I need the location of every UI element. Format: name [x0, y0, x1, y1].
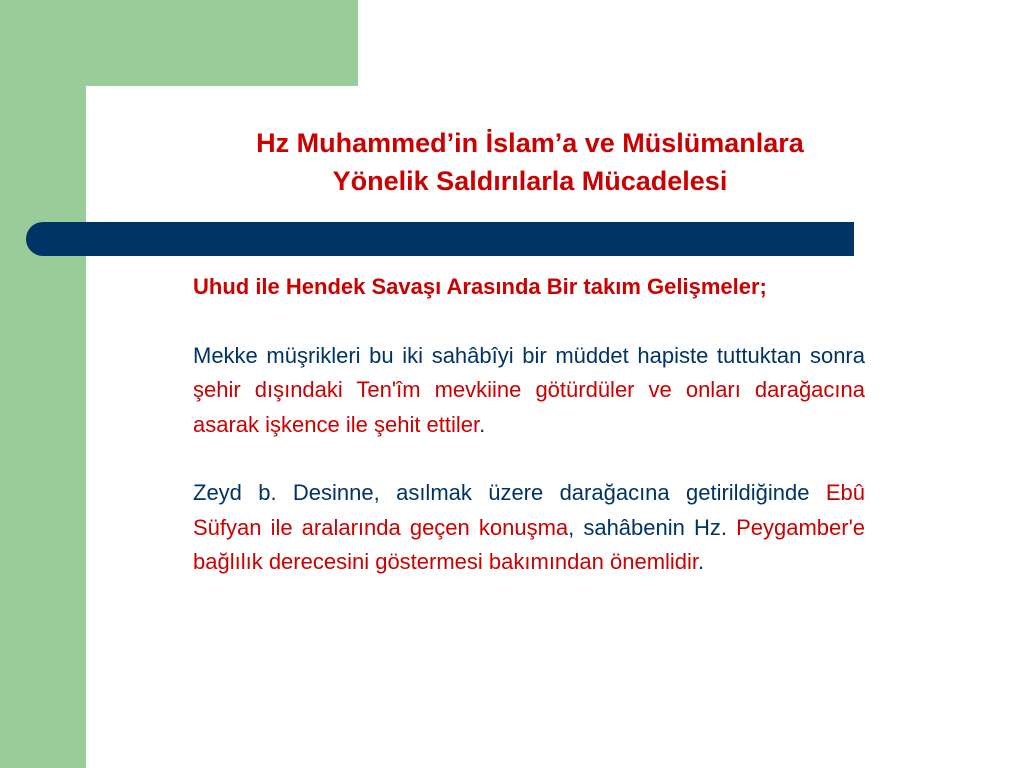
paragraph-2-highlight-2: Peygamber'e bağlılık derecesini göstermesi bakımından önemlidir [193, 514, 866, 574]
paragraph-1-text: Mekke müşrikleri bu iki sahâbîyi bir müddet hapiste tuttuktan sonra [193, 342, 865, 368]
title-line-1: Hz Muhammed’in İslam’a ve Müslümanlara [256, 128, 804, 158]
paragraph-2 [193, 476, 865, 580]
subheading: Uhud ile Hendek Savaşı Arasında Bir takım Gelişmeler; [193, 274, 767, 299]
slide-body [193, 270, 865, 614]
green-left-column [0, 0, 86, 768]
paragraph-2-text: Zeyd b. Desinne, asılmak üzere darağacına getirildiğinde [193, 480, 826, 505]
paragraph-1-end: . [479, 411, 486, 437]
green-top-block [86, 0, 358, 86]
paragraph-1 [193, 339, 865, 443]
paragraph-2-text-2: , sahâbenin Hz. [568, 514, 737, 540]
slide-title [150, 124, 910, 200]
navy-divider-bar [26, 222, 854, 256]
paragraph-2-end: . [698, 549, 705, 574]
paragraph-1-highlight: şehir dışındaki Ten'îm mevkiine götürdüler ve onları darağacına asarak işkence ile şehit ettiler [193, 377, 865, 437]
paragraph-2-highlight-1: Ebû Süfyan ile aralarında geçen konuşma [193, 480, 865, 540]
title-line-2: Yönelik Saldırılarla Mücadelesi [332, 166, 728, 196]
